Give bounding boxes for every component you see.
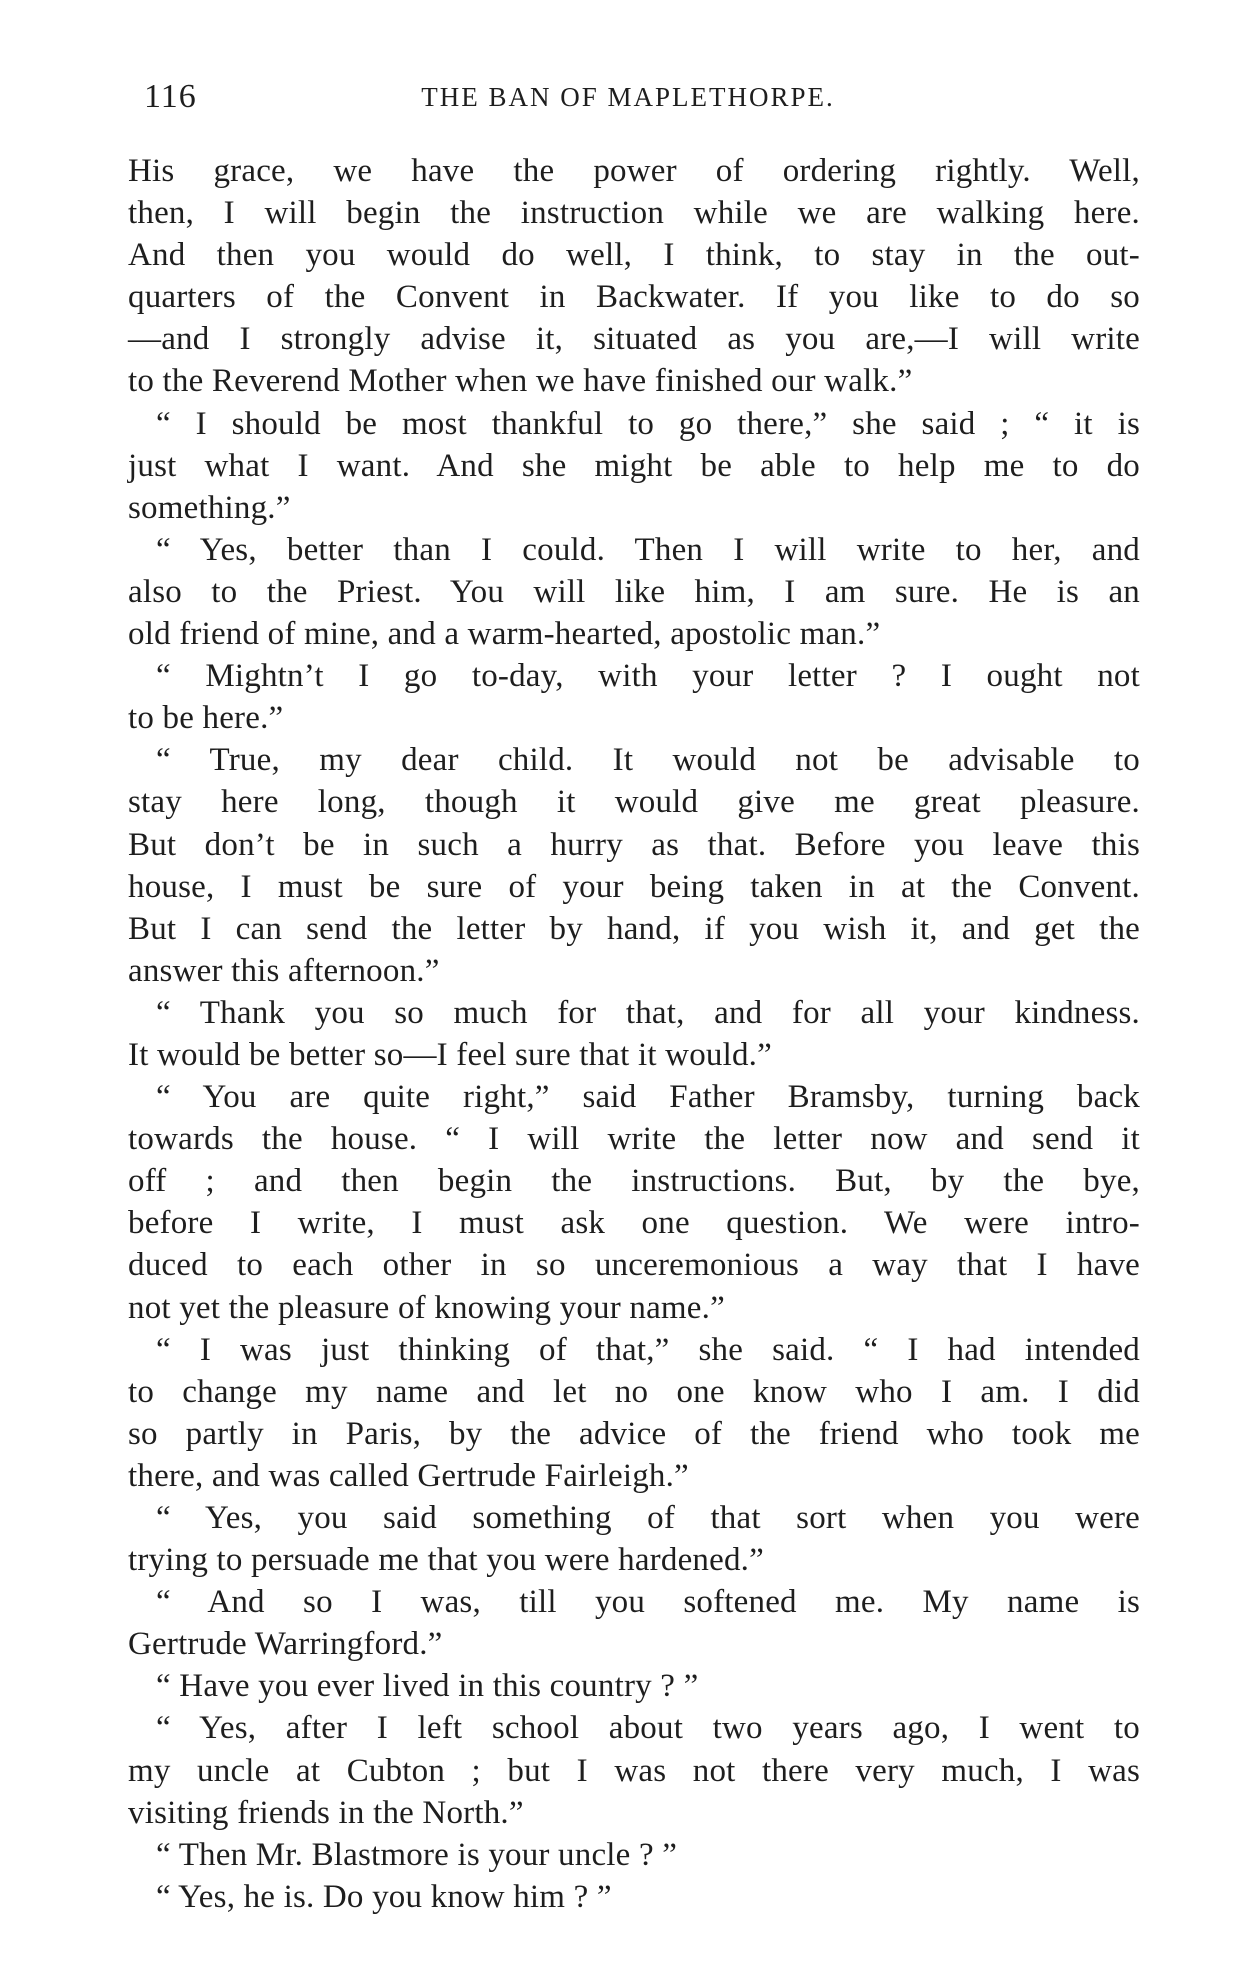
text-line: “ True, my dear child. It would not be advisable to — [156, 742, 1140, 779]
text-line: my uncle at Cubton ; but I was not there very much, I was — [128, 1752, 1140, 1789]
text-line: also to the Priest. You will like him, I am sure. He is an — [128, 573, 1140, 610]
text-line: old friend of mine, and a warm-hearted, apostolic man.” — [128, 616, 881, 653]
running-head — [128, 78, 1128, 118]
text-line: then, I will begin the instruction while we are walking here. — [128, 195, 1140, 232]
text-line: to the Reverend Mother when we have finished our walk.” — [128, 363, 913, 400]
text-line: there, and was called Gertrude Fairleigh.” — [128, 1457, 689, 1494]
text-line: duced to each other in so unceremonious a way that I have — [128, 1247, 1140, 1284]
text-line: so partly in Paris, by the advice of the friend who took me — [128, 1415, 1140, 1452]
text-line: It would be better so—I feel sure that it would.” — [128, 1036, 772, 1073]
text-line: “ I should be most thankful to go there,” she said ; “ it is — [156, 405, 1140, 442]
text-line: before I write, I must ask one question. We were intro- — [128, 1205, 1140, 1242]
running-title: THE BAN OF MAPLETHORPE. — [421, 82, 835, 112]
text-line: But I can send the letter by hand, if you wish it, and get the — [128, 910, 1140, 947]
text-line: just what I want. And she might be able to help me to do — [128, 447, 1140, 484]
text-line: —and I strongly advise it, situated as you are,—I will write — [128, 321, 1140, 358]
text-line: to be here.” — [128, 700, 284, 737]
text-body — [128, 150, 1140, 1918]
text-line: not yet the pleasure of knowing your name.” — [128, 1289, 725, 1326]
text-line: trying to persuade me that you were hardened.” — [128, 1542, 764, 1579]
text-line: stay here long, though it would give me great pleasure. — [128, 784, 1140, 821]
text-line: “ Have you ever lived in this country ? ” — [156, 1668, 699, 1705]
text-line: towards the house. “ I will write the letter now and send it — [128, 1121, 1140, 1158]
text-line: “ Yes, he is. Do you know him ? ” — [156, 1878, 612, 1915]
text-line: “ Thank you so much for that, and for all your kindness. — [156, 994, 1140, 1031]
text-line: quarters of the Convent in Backwater. If you like to do so — [128, 279, 1140, 316]
text-line: And then you would do well, I think, to stay in the out- — [128, 237, 1140, 274]
text-line: visiting friends in the North.” — [128, 1794, 524, 1831]
text-line: “ And so I was, till you softened me. My name is — [156, 1584, 1140, 1621]
text-line: to change my name and let no one know who I am. I did — [128, 1373, 1140, 1410]
text-line: “ Then Mr. Blastmore is your uncle ? ” — [156, 1836, 678, 1873]
text-line: His grace, we have the power of ordering rightly. Well, — [128, 153, 1140, 189]
text-line: “ You are quite right,” said Father Bramsby, turning back — [156, 1079, 1140, 1116]
text-line: answer this afternoon.” — [128, 952, 440, 989]
text-line: “ Yes, you said something of that sort when you were — [156, 1500, 1140, 1536]
text-line: Gertrude Warringford.” — [128, 1626, 443, 1663]
text-line: “ Yes, better than I could. Then I will write to her, and — [156, 531, 1140, 568]
text-line: “ I was just thinking of that,” she said. “ I had intended — [156, 1331, 1140, 1368]
text-line: off ; and then begin the instructions. But, by the bye, — [128, 1163, 1140, 1200]
text-line: something.” — [128, 489, 291, 526]
text-line: house, I must be sure of your being taken in at the Convent. — [128, 868, 1140, 905]
text-line: “ Mightn’t I go to-day, with your letter ? I ought not — [156, 658, 1140, 695]
page-number: 116 — [144, 78, 197, 115]
text-line: “ Yes, after I left school about two years ago, I went to — [156, 1710, 1140, 1747]
text-line: But don’t be in such a hurry as that. Before you leave this — [128, 826, 1140, 863]
